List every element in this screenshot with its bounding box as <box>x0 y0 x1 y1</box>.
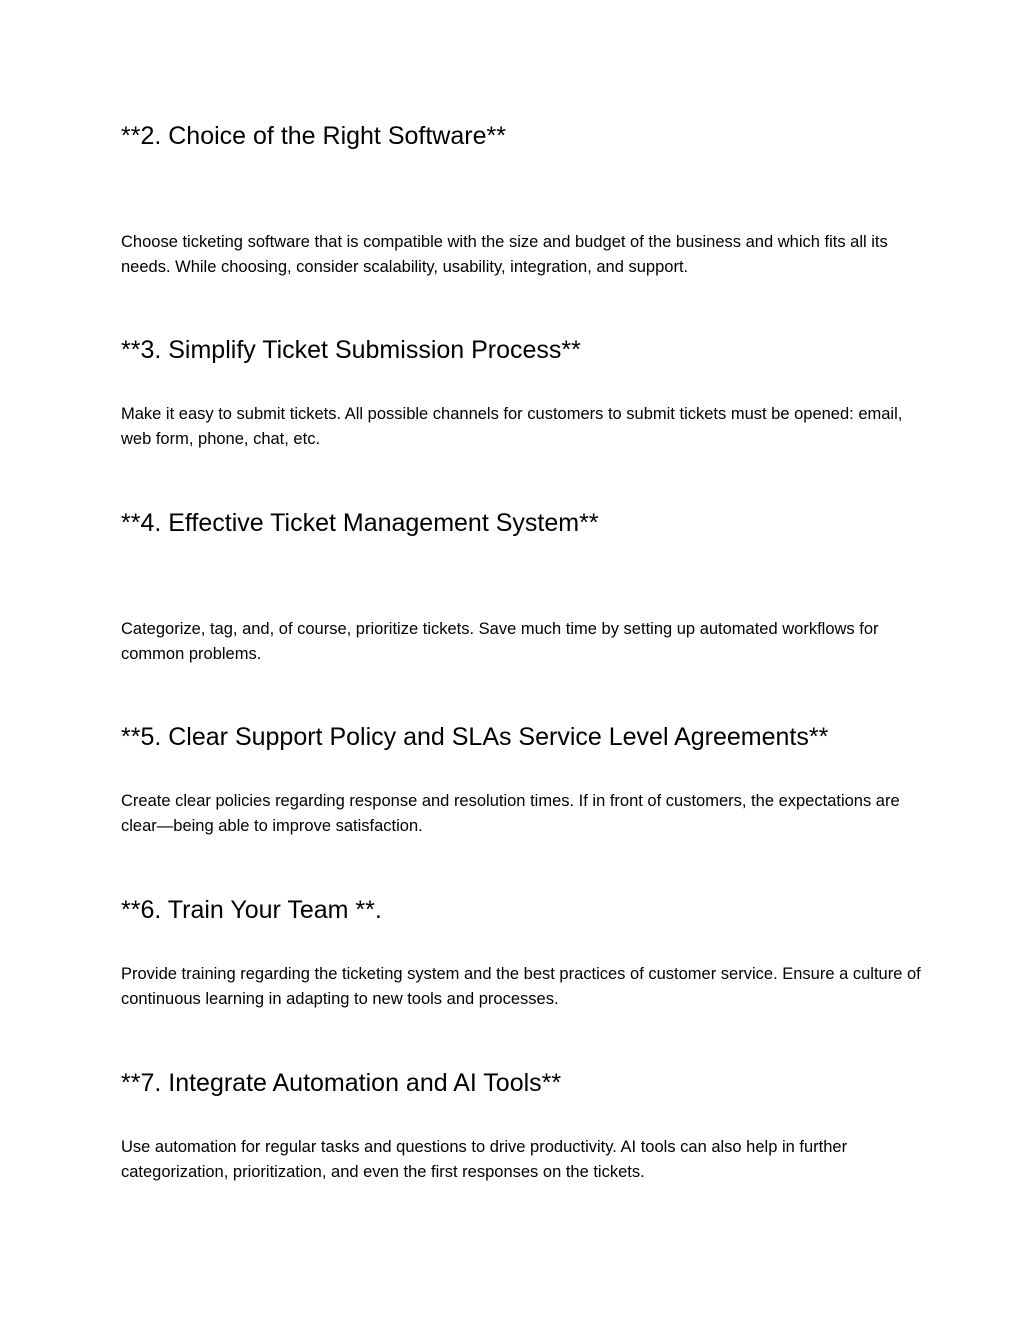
section-paragraph-6: Provide training regarding the ticketing system and the best practices of customer service. Ensure a culture of continuous learning in adapting to new tools and processes. <box>121 965 921 1008</box>
section-heading-7: **7. Integrate Automation and AI Tools** <box>121 1069 562 1097</box>
section-paragraph-4: Categorize, tag, and, of course, prioritize tickets. Save much time by setting up automated workflows for common problems. <box>121 620 879 663</box>
section-paragraph-5: Create clear policies regarding response and resolution times. If in front of customers, the expectations are clear—being able to improve satisfaction. <box>121 792 900 835</box>
section-heading-2: **2. Choice of the Right Software** <box>121 122 506 150</box>
section-paragraph-2: Choose ticketing software that is compatible with the size and budget of the business and which fits all its needs. While choosing, consider scalability, usability, integration, and support. <box>121 233 888 276</box>
section-heading-3: **3. Simplify Ticket Submission Process** <box>121 336 581 364</box>
section-heading-6: **6. Train Your Team **. <box>121 896 382 924</box>
section-heading-5: **5. Clear Support Policy and SLAs Service Level Agreements** <box>121 723 829 751</box>
section-heading-4: **4. Effective Ticket Management System** <box>121 509 599 537</box>
section-paragraph-7: Use automation for regular tasks and questions to drive productivity. AI tools can also help in further categorization, prioritization, and even the first responses on the tickets. <box>121 1138 848 1181</box>
section-paragraph-3: Make it easy to submit tickets. All possible channels for customers to submit tickets must be opened: email, web form, phone, chat, etc. <box>121 405 903 448</box>
